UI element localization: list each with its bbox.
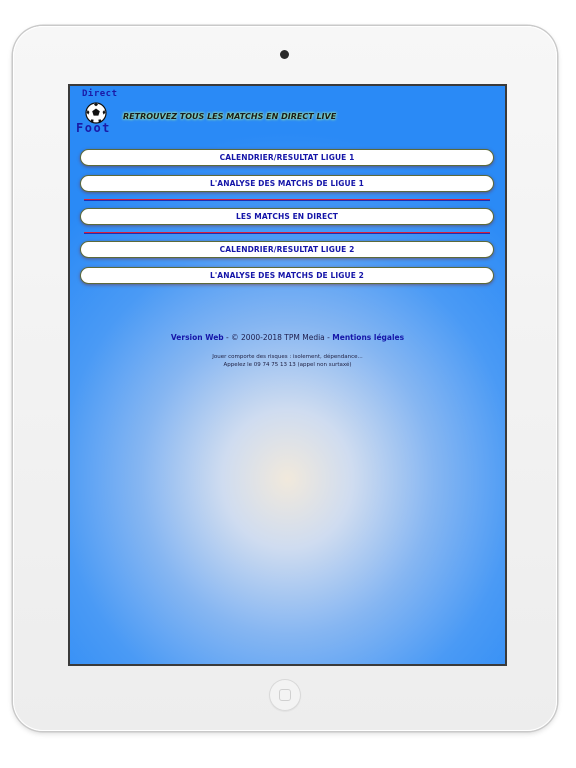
menu-button-calendrier-ligue-1[interactable]: CALENDRIER/RESULTAT LIGUE 1 <box>80 149 494 166</box>
logo-bottom-text: Foot <box>76 121 111 135</box>
menu-button-analyse-ligue-2[interactable]: L'ANALYSE DES MATCHS DE LIGUE 2 <box>80 267 494 284</box>
home-square-icon <box>279 689 291 701</box>
direct-foot-logo[interactable] <box>76 89 118 137</box>
logo-top-text: Direct <box>82 89 118 99</box>
page-tagline: RETROUVEZ TOUS LES MATCHS EN DIRECT LIVE <box>123 112 337 121</box>
mentions-legales-link[interactable]: Mentions légales <box>332 333 405 342</box>
home-button[interactable] <box>269 679 301 711</box>
footer-copyright <box>70 333 505 342</box>
gambling-warning-line-2: Appelez le 09 74 75 13 13 (appel non surtaxé) <box>223 362 352 368</box>
section-divider <box>84 232 490 234</box>
menu-button-calendrier-ligue-2[interactable]: CALENDRIER/RESULTAT LIGUE 2 <box>80 241 494 258</box>
app-screen <box>68 84 507 666</box>
gambling-warning-line-1: Jouer comporte des risques : isolement, dépendance... <box>212 354 363 360</box>
copyright-text: - © 2000-2018 TPM Media - <box>223 333 333 342</box>
menu-button-matchs-en-direct[interactable]: LES MATCHS EN DIRECT <box>80 208 494 225</box>
menu-button-analyse-ligue-1[interactable]: L'ANALYSE DES MATCHS DE LIGUE 1 <box>80 175 494 192</box>
version-web-link[interactable]: Version Web <box>170 333 224 342</box>
section-divider <box>84 199 490 201</box>
camera-icon <box>280 50 289 59</box>
tablet-frame <box>13 26 557 731</box>
